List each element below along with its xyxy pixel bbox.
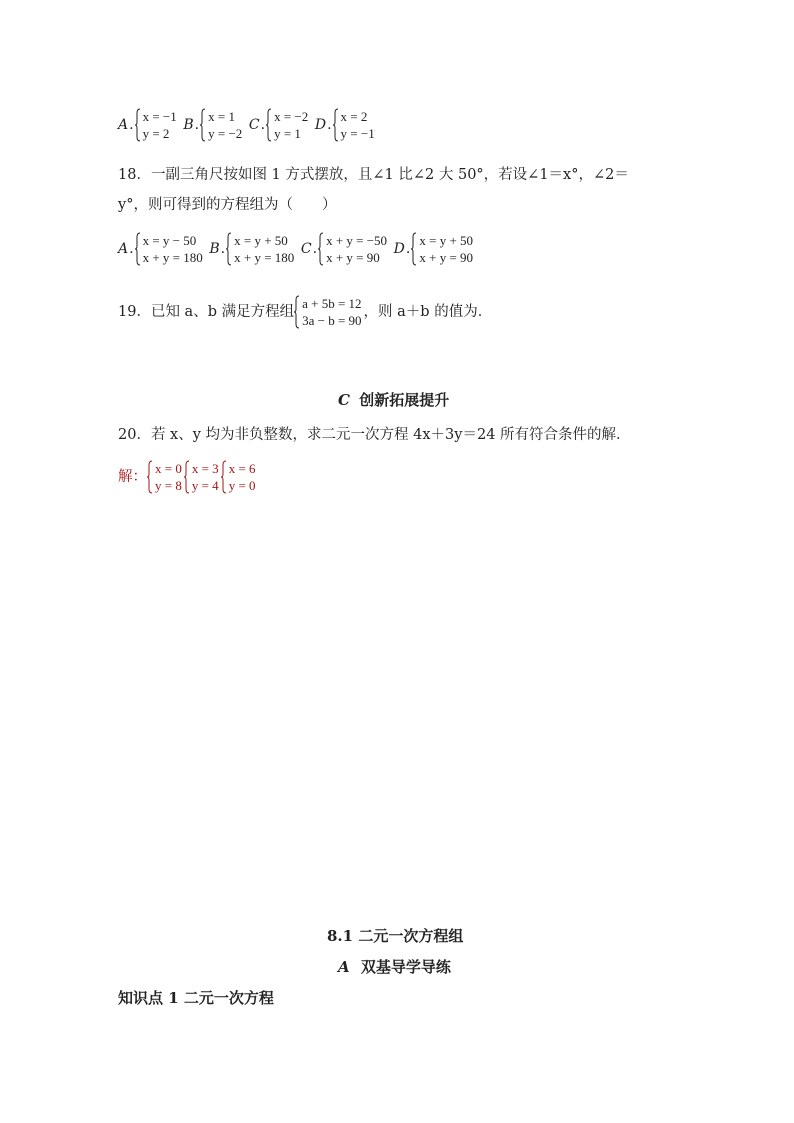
q19-suffix: ，则 a＋b 的值为． xyxy=(363,304,493,320)
q19-eq1: a + 5b = 12 xyxy=(302,296,362,311)
q17-c-eq2: y = 1 xyxy=(274,126,301,141)
brace-icon xyxy=(200,108,206,142)
q17-option-a: A . x = −1 y = 2 xyxy=(118,109,177,141)
brace-icon xyxy=(294,295,300,329)
brace-icon xyxy=(333,108,339,142)
q18-d-eq1: x = y + 50 xyxy=(419,233,474,248)
brace-icon xyxy=(221,460,227,494)
brace-icon xyxy=(411,232,417,266)
section-c-heading: C 创新拓展提升 xyxy=(338,391,450,409)
q17-d-eq2: y = −1 xyxy=(340,126,375,141)
chapter-title: 8.1 二元一次方程组 xyxy=(327,927,464,945)
q17-option-c: C . x = −2 y = 1 xyxy=(248,109,309,141)
q17-a-eq1: x = −1 xyxy=(142,109,177,124)
answer-label: 解： xyxy=(118,469,147,485)
section-a-heading: A 双基导学导练 xyxy=(338,958,451,976)
q20-text: 20．若 x、y 均为非负整数，求二元一次方程 4x＋3y＝24 所有符合条件的解． xyxy=(118,427,631,443)
brace-icon xyxy=(266,108,272,142)
q18-line1: 18．一副三角尺按如图 1 方式摆放，且∠1 比∠2 大 50°，若设∠1＝x°，∠2＝ xyxy=(118,167,629,183)
brace-icon xyxy=(318,232,324,266)
q18-option-d: D . x = y + 50 x + y = 90 xyxy=(393,233,474,265)
q18-c-eq1: x + y = −50 xyxy=(326,233,388,248)
q17-option-d: D . x = 2 y = −1 xyxy=(314,109,375,141)
brace-icon xyxy=(135,108,141,142)
q17-c-eq1: x = −2 xyxy=(274,109,309,124)
q18-a-eq1: x = y − 50 xyxy=(142,233,197,248)
q18-line2: y°，则可得到的方程组为（ ） xyxy=(118,197,337,213)
q18-option-a: A . x = y − 50 x + y = 180 xyxy=(118,233,203,265)
q17-b-eq1: x = 1 xyxy=(208,109,235,124)
brace-icon xyxy=(147,460,153,494)
q17-d-eq1: x = 2 xyxy=(340,109,368,124)
solution-3: x = 6 y = 0 xyxy=(221,460,258,494)
q19-prefix: 19．已知 a、b 满足方程组 xyxy=(118,304,295,320)
q19-eq2: 3a − b = 90 xyxy=(302,313,362,328)
knowledge-point-heading: 知识点 1 二元一次方程 xyxy=(118,989,274,1007)
q17-option-b: B . x = 1 y = −2 xyxy=(183,109,243,141)
brace-icon xyxy=(226,232,232,266)
q18-d-eq2: x + y = 90 xyxy=(419,250,474,265)
q19 xyxy=(118,295,492,329)
q18-b-eq2: x + y = 180 xyxy=(234,250,295,265)
solution-2: x = 3 y = 4 xyxy=(184,460,221,494)
brace-icon xyxy=(184,460,190,494)
q18-b-eq1: x = y + 50 xyxy=(234,233,288,248)
q18-a-eq2: x + y = 180 xyxy=(142,250,203,265)
q17-options xyxy=(118,108,377,142)
q18-options xyxy=(118,232,475,266)
q18-option-b: B . x = y + 50 x + y = 180 xyxy=(209,233,295,265)
brace-icon xyxy=(135,232,141,266)
q17-b-eq2: y = −2 xyxy=(208,126,243,141)
q17-a-eq2: y = 2 xyxy=(142,126,170,141)
q18-c-eq2: x + y = 90 xyxy=(326,250,380,265)
q20-answer xyxy=(118,460,258,494)
q18-option-c: C . x + y = −50 x + y = 90 xyxy=(300,233,388,265)
solution-1: x = 0 y = 8 xyxy=(147,460,184,494)
